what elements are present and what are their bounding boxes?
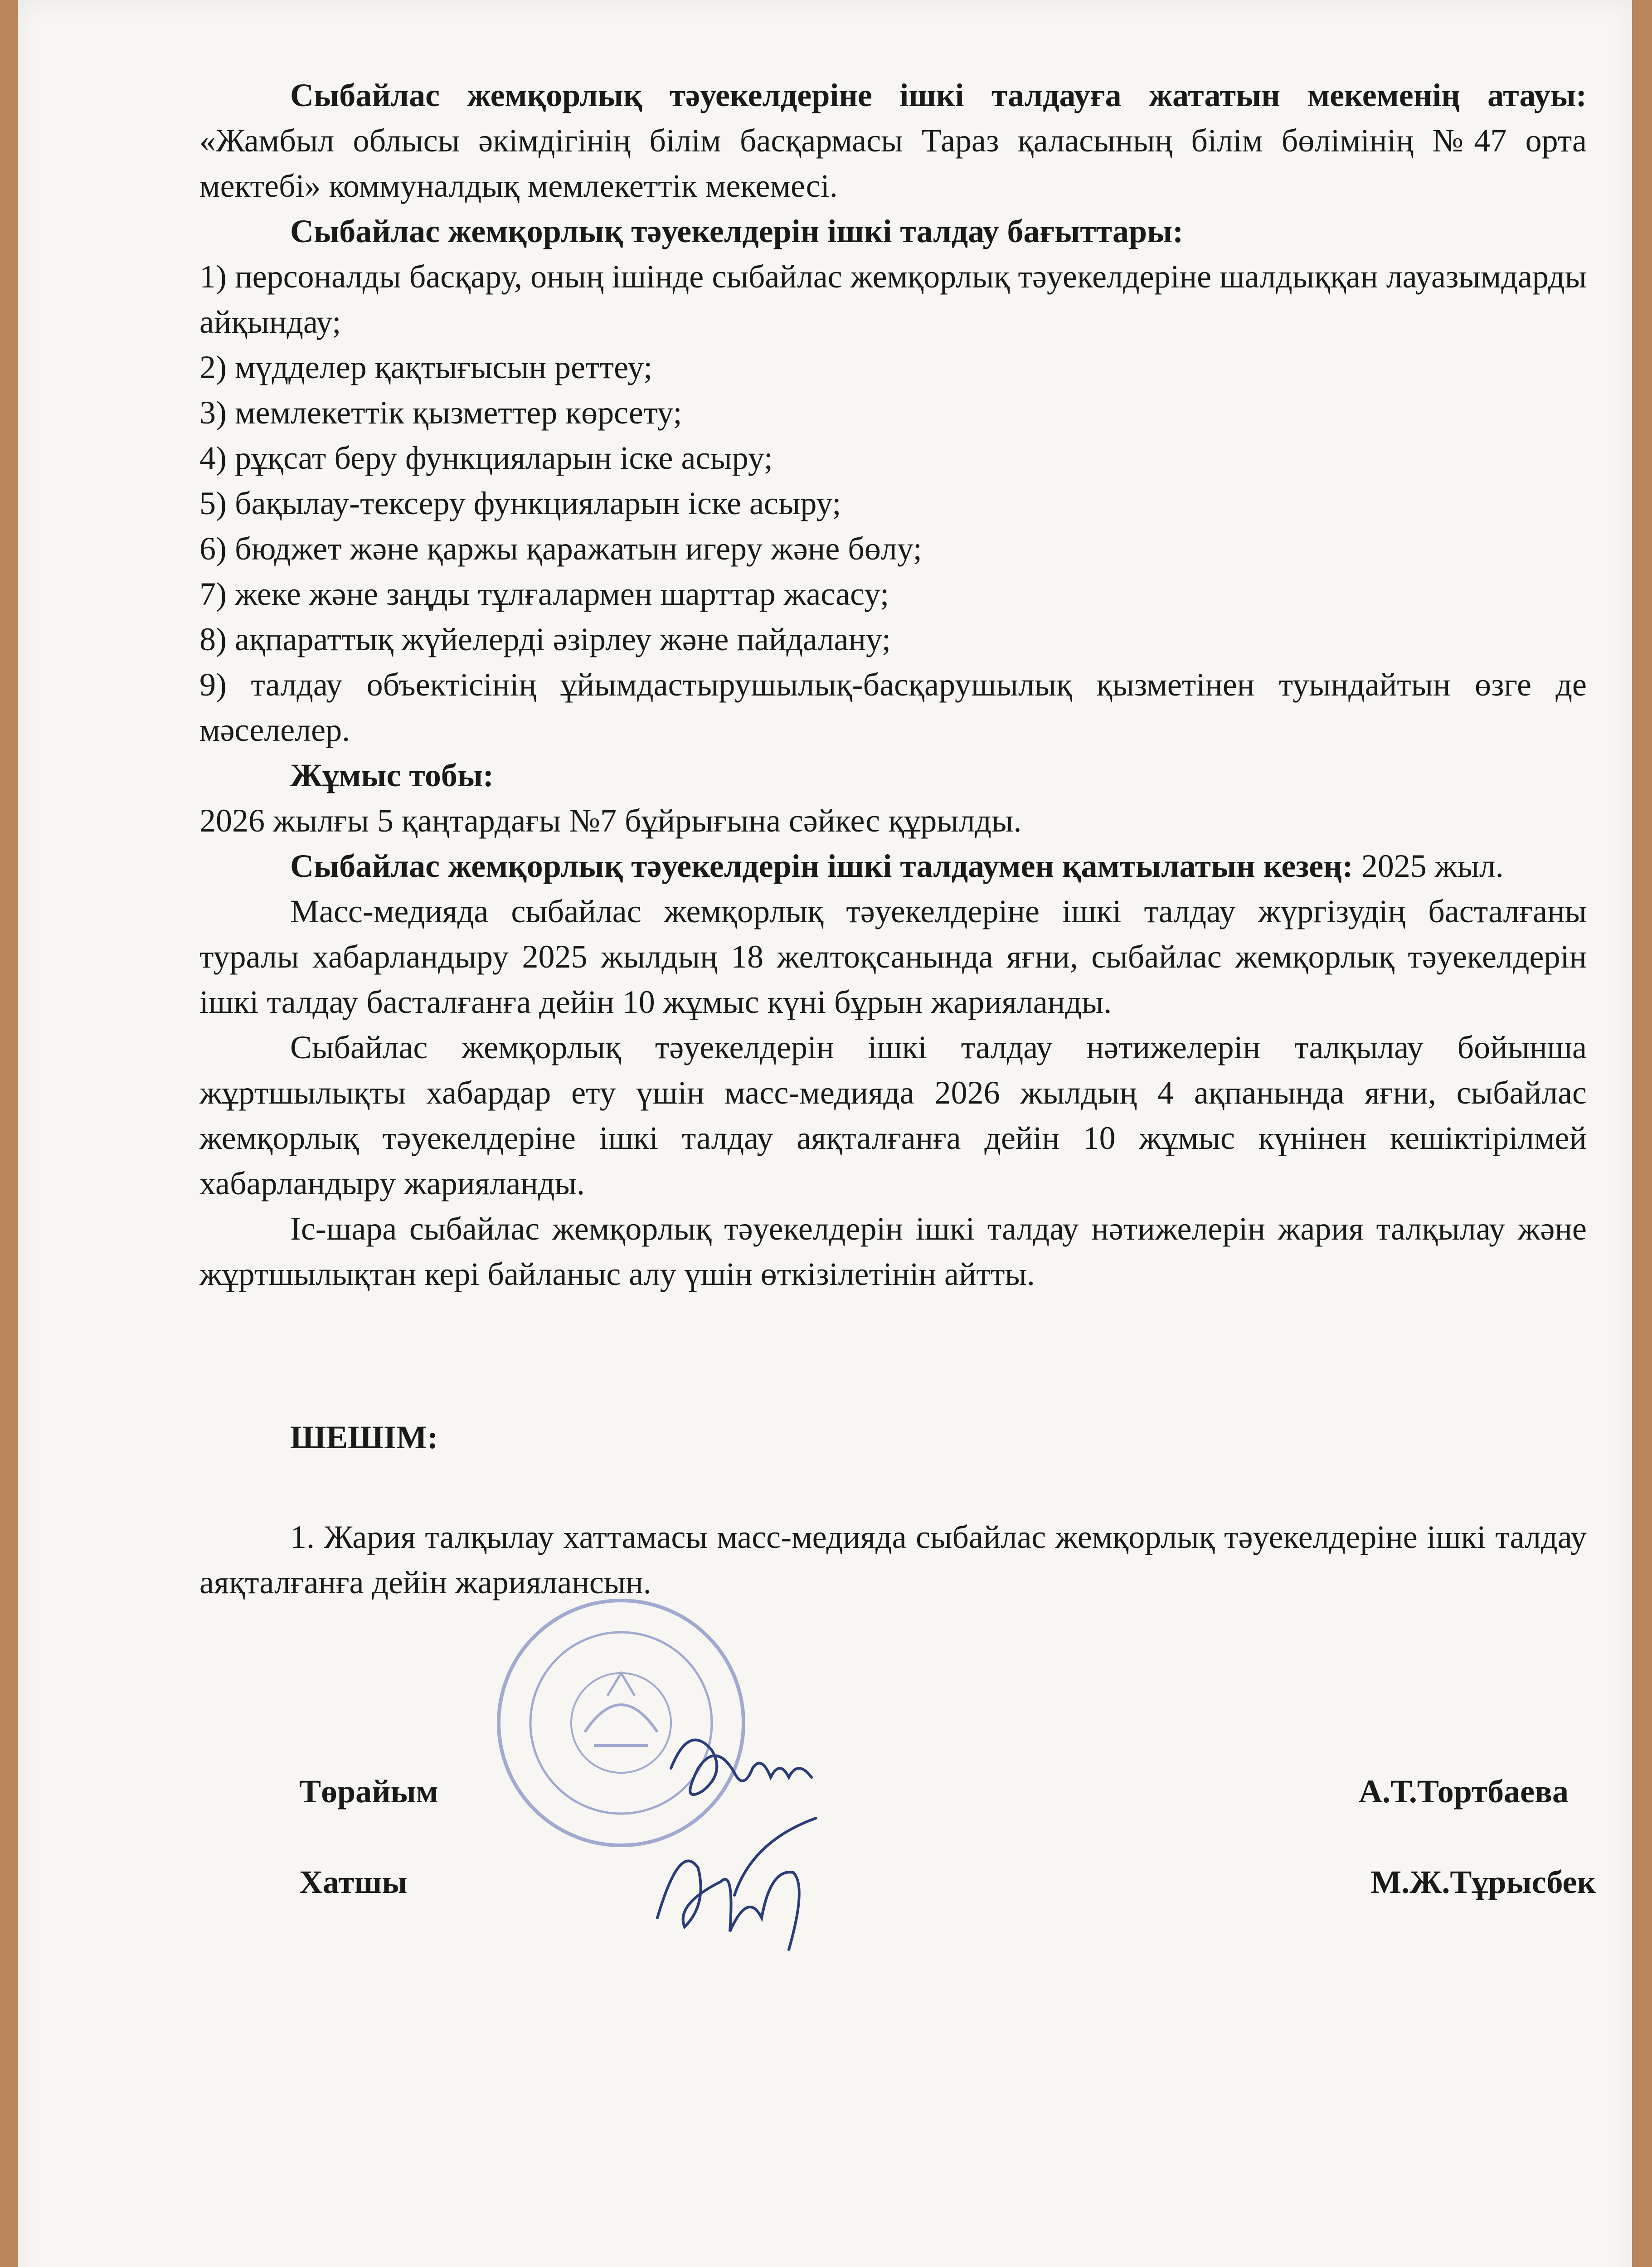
secretary-label: Хатшы [299, 1864, 408, 1900]
period-text: 2025 жыл. [1361, 848, 1504, 884]
direction-item-8: 8) ақпараттық жүйелерді әзірлеу және пайдалану; [199, 621, 891, 657]
document-page [18, 0, 1632, 2267]
decision-item: 1. Жария талқылау хаттамасы масс-медияда сыбайлас жемқорлық тәуекелдеріне ішкі талдау аяқталғанға дейін жариялансын. [199, 1519, 1587, 1601]
direction-item-2: 2) мүдделер қақтығысын реттеу; [199, 349, 653, 385]
chair-label: Төрайым [299, 1773, 438, 1810]
direction-item-6: 6) бюджет және қаржы қаражатын игеру және бөлу; [199, 530, 922, 567]
direction-item-9: 9) талдау объектісінің ұйымдастырушылық-басқарушылық қызметінен туындайтын өзге де мәселелер. [199, 666, 1587, 748]
event-paragraph: Іс-шара сыбайлас жемқорлық тәуекелдерін ішкі талдау нәтижелерін жария талқылау және жұртшылықтан кері байланыс алу үшін өткізілетінін айтты. [199, 1211, 1587, 1292]
institution-name: «Жамбыл облысы әкімдігінің білім басқармасы Тараз қаласының білім бөлімінің №47 орта мектебі» коммуналдық мемлекеттік мекемесі. [199, 122, 1587, 204]
working-group-text: 2026 жылғы 5 қаңтардағы №7 бұйрығына сәйкес құрылды. [199, 803, 1022, 839]
direction-item-3: 3) мемлекеттік қызметтер көрсету; [199, 394, 682, 431]
chair-name: А.Т.Тортбаева [1359, 1773, 1569, 1810]
decision-heading: ШЕШІМ: [290, 1419, 438, 1455]
institution-paragraph [199, 73, 1587, 209]
period-heading: Сыбайлас жемқорлық тәуекелдерін ішкі талдаумен қамтылатын кезең: [290, 848, 1353, 884]
announcement-paragraph: Масс-медияда сыбайлас жемқорлық тәуекелдеріне ішкі талдау жүргізудің басталғаны туралы хабарландыру 2025 жылдың 18 желтоқсанында яғни, сыбайлас жемқорлық тәуекелдерін ішкі талдау басталғанға дейін 10 жұмыс күні бұрын жарияланды. [199, 893, 1587, 1020]
direction-item-5: 5) бақылау-тексеру функцияларын іске асыру; [199, 485, 841, 521]
secretary-name: М.Ж.Тұрысбек [1370, 1864, 1596, 1900]
working-group-heading: Жұмыс тобы: [290, 757, 494, 793]
chair-signature-row [299, 1773, 1569, 1810]
results-paragraph: Сыбайлас жемқорлық тәуекелдерін ішкі талдау нәтижелерін талқылау бойынша жұртшылықты хабардар ету үшін масс-медияда 2026 жылдың 4 ақпанында яғни, сыбайлас жемқорлық тәуекелдеріне ішкі талдау аяқталғанға дейін 10 жұмыс күнінен кешіктірілмей хабарландыру жарияланды. [199, 1029, 1587, 1202]
institution-heading: Сыбайлас жемқорлық тәуекелдеріне ішкі талдауға жататын мекеменің атауы: [290, 77, 1587, 113]
document-body [199, 73, 1587, 1605]
direction-item-4: 4) рұқсат беру функцияларын іске асыру; [199, 440, 773, 476]
direction-item-7: 7) жеке және заңды тұлғалармен шарттар жасасу; [199, 576, 889, 612]
directions-heading: Сыбайлас жемқорлық тәуекелдерін ішкі талдау бағыттары: [290, 213, 1184, 249]
direction-item-1: 1) персоналды басқару, оның ішінде сыбайлас жемқорлық тәуекелдеріне шалдыққан лауазымдарды айқындау; [199, 258, 1587, 340]
period-paragraph [199, 843, 1587, 889]
secretary-signature-row [299, 1863, 1596, 1901]
